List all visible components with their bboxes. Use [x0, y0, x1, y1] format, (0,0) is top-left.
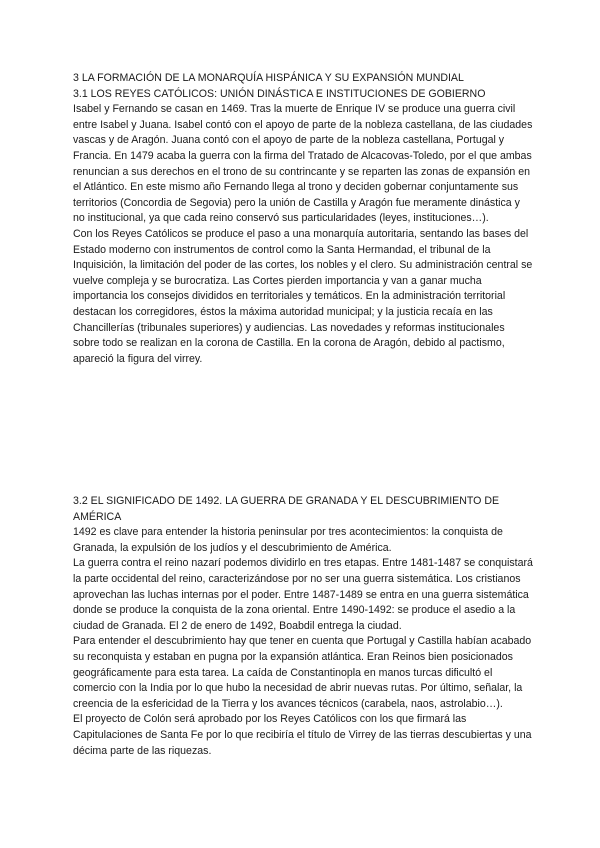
paragraph: 1492 es clave para entender la historia peninsular por tres acontecimientos: la conquista de Granada, la expulsión de los judíos y el descubrimiento de América.	[73, 526, 503, 554]
paragraph: Isabel y Fernando se casan en 1469. Tras la muerte de Enrique IV se produce una guerra civil entre Isabel y Juana. Isabel contó con el apoyo de parte de la nobleza castellana, de las ciudades vascas y de Aragón. Juana contó con el apoyo de parte de la nobleza castellana, Portugal y Francia. En 1479 acaba la guerra con la firma del Tratado de Alcacovas-Toledo, por el que ambas renuncian a sus derechos en el trono de su contrincante y se reparten las zonas de expansión en el Atlántico. En este mismo año Fernando llega al trono y deciden gobernar conjuntamente sus territorios (Concordia de Segovia) pero la unión de Castilla y Aragón fue meramente dinástica y no institucional, ya que cada reino conservó sus particularidades (leyes, instituciones…).	[73, 103, 533, 225]
paragraph: Con los Reyes Católicos se produce el paso a una monarquía autoritaria, sentando las bases del Estado moderno con instrumentos de control como la Santa Hermandad, el tribunal de la Inquisición, la limitación del poder de las cortes, los nobles y el clero. Su administración central se vuelve compleja y se burocratiza. Las Cortes pierden importancia y van a ganar mucha importancia los consejos divididos en territoriales y temáticos. En la administración territorial destacan los corregidores, éstos la máxima autoridad municipal; y la justicia recaía en las Chancillerías (tribunales superiores) y audiencias. Las novedades y reformas institucionales sobre todo se realizan en la corona de Castilla. En la corona de Aragón, debido al pactismo, apareció la figura del virrey.	[73, 227, 533, 365]
paragraph: La guerra contra el reino nazarí podemos dividirlo en tres etapas. Entre 1481-1487 se conquistará la parte occidental del reino, caracterizándose por no ser una guerra sistemática. Los cristianos aprovechan las luchas internas por el poder. Entre 1487-1489 se entra en una guerra sistemática donde se produce la conquista de la zona oriental. Entre 1490-1492: se produce el asedio a la ciudad de Granada. El 2 de enero de 1492, Boabdil entrega la ciudad.	[73, 557, 533, 632]
chapter-title: 3 LA FORMACIÓN DE LA MONARQUÍA HISPÁNICA Y SU EXPANSIÓN MUNDIAL	[73, 72, 464, 84]
section-1492	[73, 494, 533, 759]
section-heading: 3.2 EL SIGNIFICADO DE 1492. LA GUERRA DE GRANADA Y EL DESCUBRIMIENTO DE AMÉRICA	[73, 495, 500, 523]
section-heading: 3.1 LOS REYES CATÓLICOS: UNIÓN DINÁSTICA E INSTITUCIONES DE GOBIERNO	[73, 87, 486, 100]
paragraph: Para entender el descubrimiento hay que tener en cuenta que Portugal y Castilla habían acabado su reconquista y estaban en pugna por la expansión atlántica. Eran Reinos bien posicionados geográficamente para esta tarea. La caída de Constantinopla en manos turcas dificultó el comercio con la India por lo que hubo la necesidad de abrir nuevas rutas. Por último, señalar, la creencia de la esfericidad de la Tierra y los avances técnicos (carabela, naos, astrolabio…).	[73, 635, 532, 710]
paragraph: El proyecto de Colón será aprobado por los Reyes Católicos con los que firmará las Capitulaciones de Santa Fe por lo que recibiría el título de Virrey de las tierras descubiertas y una décima parte de las riquezas.	[73, 713, 532, 757]
section-reyes-catolicos	[73, 71, 533, 367]
